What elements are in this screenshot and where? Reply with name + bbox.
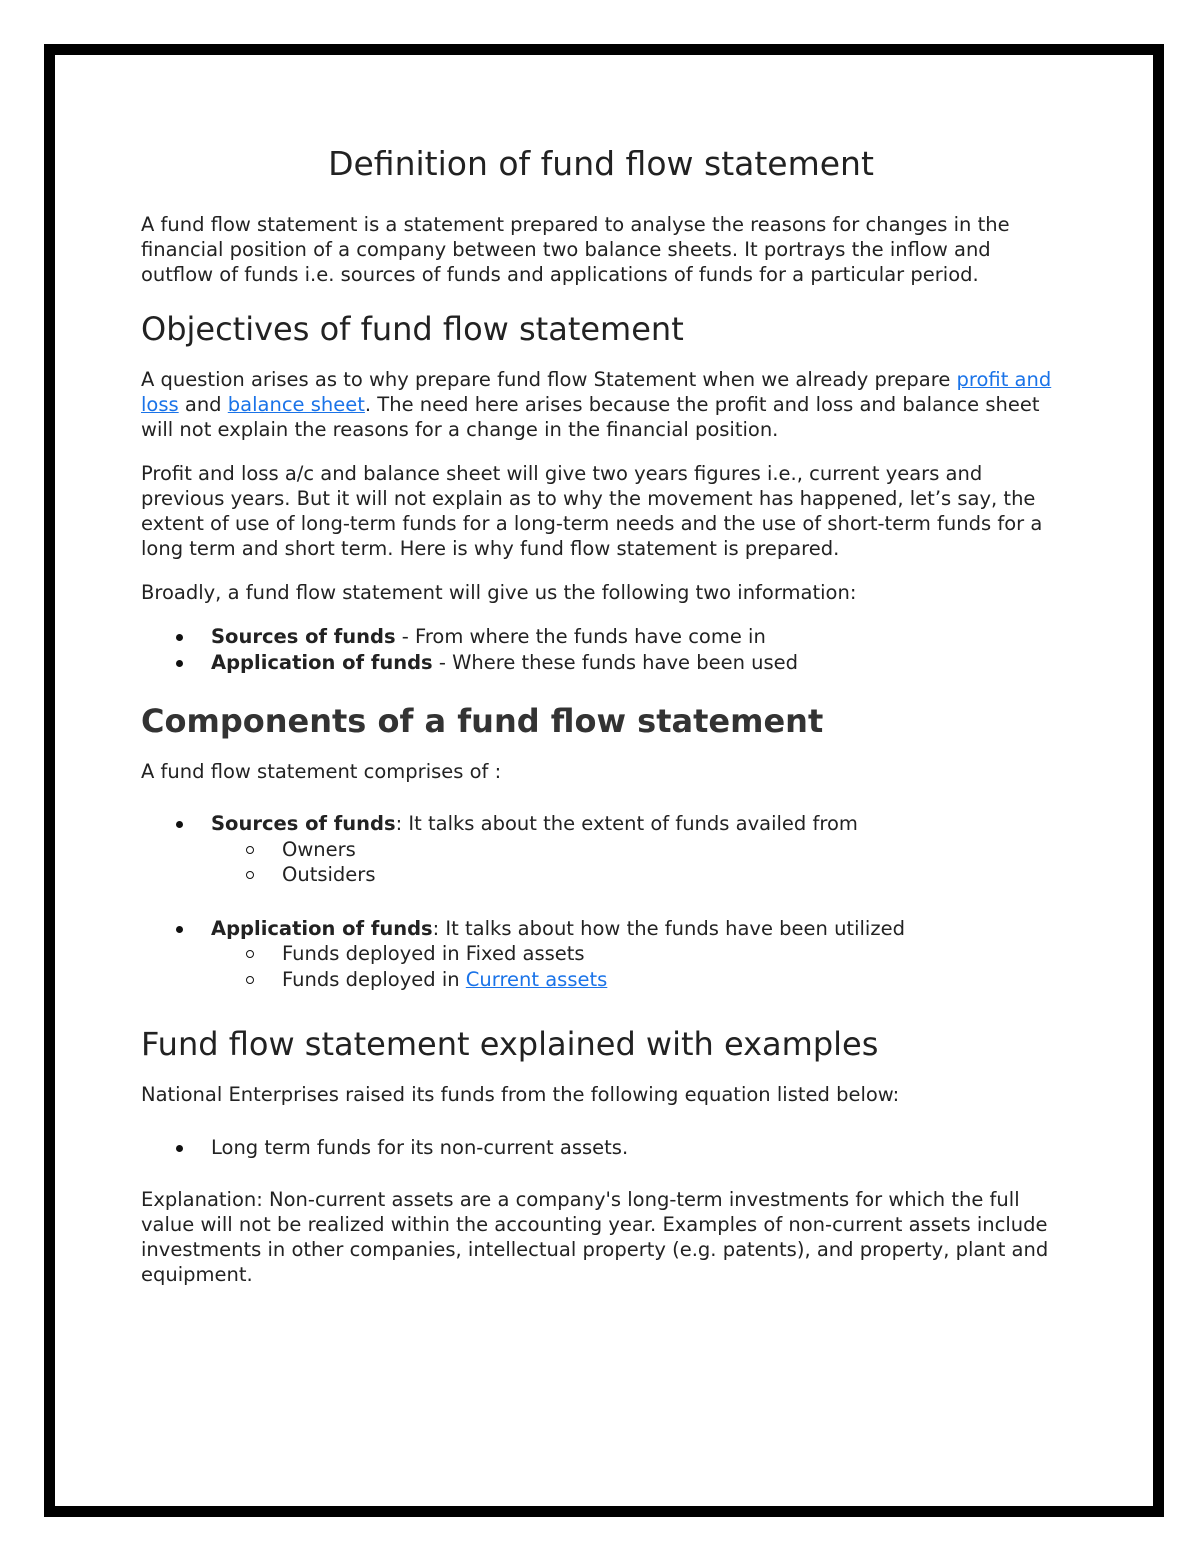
components-intro: A fund flow statement comprises of :	[141, 760, 502, 783]
components-heading: Components of a fund flow statement	[141, 702, 824, 740]
objectives-p1-start: A question arises as to why prepare fund flow Statement when we already prepare	[141, 368, 957, 391]
objectives-heading: Objectives of fund flow statement	[141, 310, 684, 348]
circle-bullet-icon	[246, 976, 254, 984]
sub-list-item-text: Funds deployed in	[282, 967, 466, 991]
profit-and-loss-link[interactable]: profit and loss	[141, 368, 1052, 416]
sub-list-item	[141, 941, 1061, 967]
list-item-bold: Application of funds	[211, 650, 433, 674]
list-item: Long term funds for its non-current assets.	[141, 1135, 1061, 1161]
objectives-paragraph-3: Broadly, a fund flow statement will give us the following two information:	[141, 581, 857, 604]
objectives-p1-end: . The need here arises because the profit and loss and balance sheet will not explain the reasons for a change in the financial position.	[141, 393, 1040, 441]
current-assets-link[interactable]: Current assets	[465, 967, 608, 991]
components-list-2	[141, 916, 1061, 942]
sub-list-item-text: Owners	[282, 837, 356, 861]
list-item	[141, 650, 1061, 676]
list-item	[141, 624, 1061, 650]
document-content	[141, 140, 1061, 1287]
components-list	[141, 811, 1061, 837]
page-title: Definition of fund flow statement	[328, 144, 874, 183]
list-item-text: - From where the funds have come in	[395, 625, 766, 648]
list-item-text: : It talks about how the funds have been utilized	[432, 916, 905, 940]
objectives-list	[141, 624, 1061, 675]
objectives-paragraph-2: Profit and loss a/c and balance sheet will give two years figures i.e., current years and previous years. But it will not explain as to why the movement has happened, let’s say, the extent of use of long-term funds for a long-term needs and the use of short-term funds for a long term and short term. Here is why fund flow statement is prepared.	[141, 462, 1043, 560]
sub-list-item-text: Funds deployed in Fixed assets	[282, 942, 585, 965]
sub-list-item	[141, 967, 1061, 993]
list-item-bold: Application of funds	[211, 916, 433, 940]
circle-bullet-icon	[246, 950, 254, 958]
circle-bullet-icon	[246, 871, 254, 879]
intro-paragraph: A fund flow statement is a statement prepared to analyse the reasons for changes in the financial position of a company between two balance sheets. It portrays the inflow and outflow of funds i.e. sources of funds and applications of funds for a particular period.	[141, 213, 1010, 286]
sub-list-item-text: Outsiders	[282, 863, 376, 886]
objectives-p1-and: and	[178, 393, 228, 416]
sub-list-item	[141, 837, 1061, 863]
examples-paragraph-2: Explanation: Non-current assets are a company's long-term investments for which the full value will not be realized within the accounting year. Examples of non-current assets include investments in other companies, intellectual property (e.g. patents), and property, plant and equipment.	[141, 1187, 1049, 1286]
list-item-text: : It talks about the extent of funds availed from	[395, 812, 858, 835]
examples-paragraph-1: National Enterprises raised its funds from the following equation listed below:	[141, 1083, 900, 1106]
circle-bullet-icon	[246, 846, 254, 854]
objectives-paragraph-1	[141, 367, 1061, 442]
examples-heading: Fund flow statement explained with examples	[141, 1025, 879, 1063]
list-item-text: - Where these funds have been used	[432, 650, 799, 674]
list-item	[141, 916, 1061, 942]
balance-sheet-link[interactable]: balance sheet	[227, 393, 365, 416]
list-item-bold: Sources of funds	[211, 625, 396, 648]
list-item-bold: Sources of funds	[211, 812, 396, 835]
sub-list-item	[141, 862, 1061, 888]
examples-list	[141, 1135, 1061, 1161]
list-item	[141, 811, 1061, 837]
